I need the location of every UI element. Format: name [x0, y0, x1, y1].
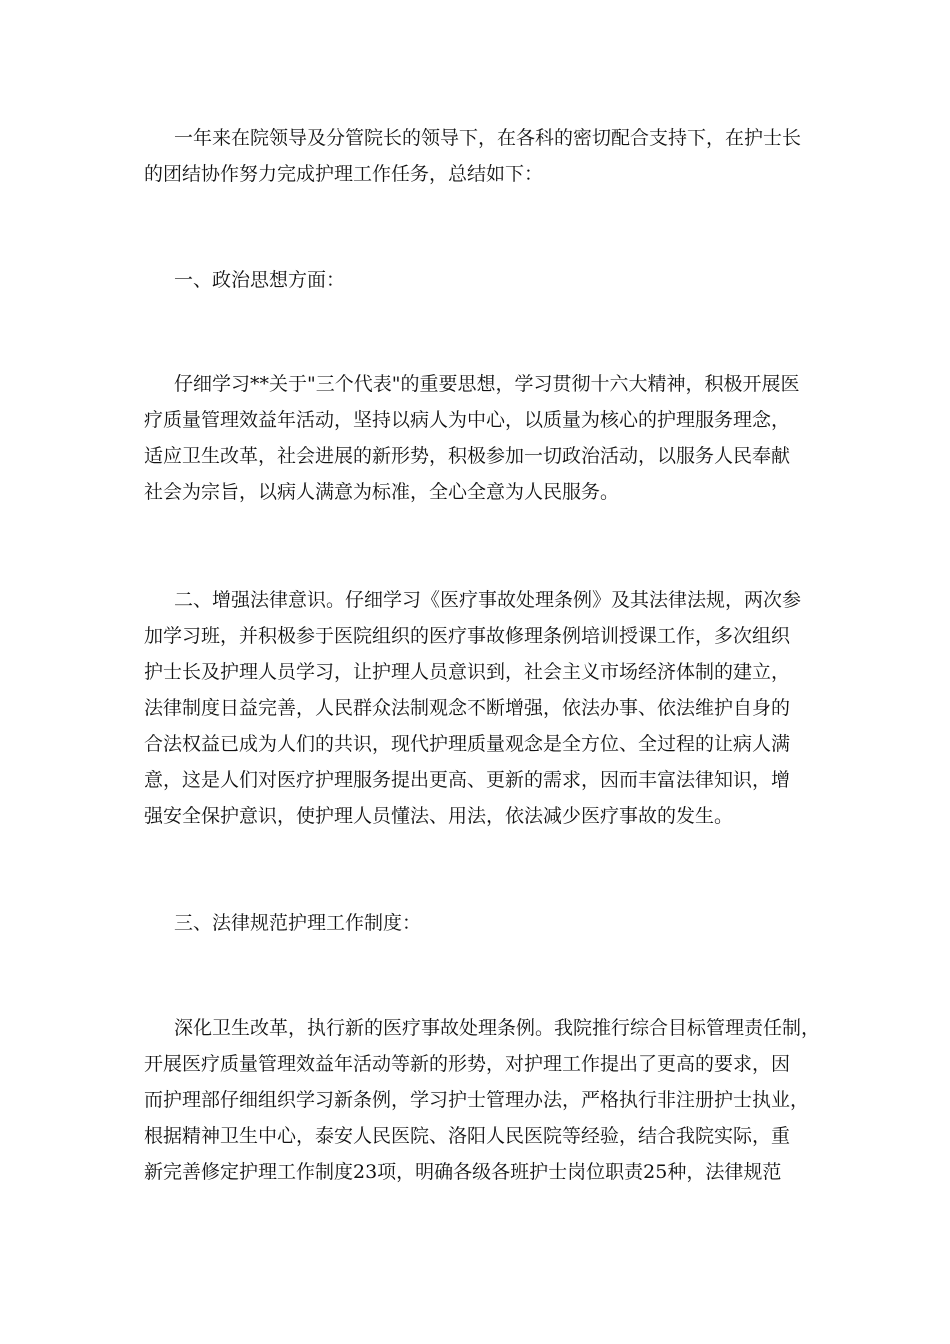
text-line: 疗质量管理效益年活动，坚持以病人为中心，以质量为核心的护理服务理念， — [144, 409, 791, 431]
text-line: 意，这是人们对医疗护理服务提出更高、更新的需求，因而丰富法律知识，增 — [144, 769, 791, 791]
text-line: 合法权益已成为人们的共识，现代护理质量观念是全方位、全过程的让病人满 — [144, 733, 791, 755]
text-line: 适应卫生改革，社会进展的新形势，积极参加一切政治活动，以服务人民奉献 — [144, 445, 791, 467]
section-1-paragraph — [144, 366, 834, 510]
text-line: 强安全保护意识，使护理人员懂法、用法，依法减少医疗事故的发生。 — [144, 805, 734, 827]
section-3-paragraph — [144, 1010, 834, 1190]
section-2-paragraph — [144, 582, 834, 834]
text-line: 法律制度日益完善，人民群众法制观念不断增强，依法办事、依法维护自身的 — [144, 697, 791, 719]
text-line: 新完善修定护理工作制度23项，明确各级各班护士岗位职责25种，法律规范 — [144, 1161, 782, 1183]
intro-paragraph — [144, 120, 834, 192]
text-line: 加学习班，并积极参于医院组织的医疗事故修理条例培训授课工作，多次组织 — [144, 625, 791, 647]
text-line: 一年来在院领导及分管院长的领导下，在各科的密切配合支持下，在护士长 — [174, 127, 802, 149]
text-line: 根据精神卫生中心，泰安人民医院、洛阳人民医院等经验，结合我院实际，重 — [144, 1125, 791, 1147]
section-heading-text: 三、法律规范护理工作制度： — [174, 912, 422, 934]
text-line: 二、增强法律意识。仔细学习《医疗事故处理条例》及其法律法规，两次参 — [174, 589, 802, 611]
section-heading-text: 一、政治思想方面： — [174, 269, 346, 291]
text-line: 社会为宗旨，以病人满意为标准，全心全意为人民服务。 — [144, 481, 620, 503]
text-line: 的团结协作努力完成护理工作任务，总结如下： — [144, 163, 544, 185]
section-heading-political — [144, 262, 834, 298]
text-line: 护士长及护理人员学习，让护理人员意识到，社会主义市场经济体制的建立， — [144, 661, 791, 683]
text-line: 深化卫生改革，执行新的医疗事故处理条例。我院推行综合目标管理责任制， — [174, 1017, 821, 1039]
text-line: 开展医疗质量管理效益年活动等新的形势，对护理工作提出了更高的要求，因 — [144, 1053, 791, 1075]
text-line: 而护理部仔细组织学习新条例，学习护士管理办法，严格执行非注册护士执业， — [144, 1089, 810, 1111]
section-heading-regulations — [144, 905, 834, 941]
text-line: 仔细学习**关于"三个代表"的重要思想，学习贯彻十六大精神，积极开展医 — [174, 373, 800, 395]
